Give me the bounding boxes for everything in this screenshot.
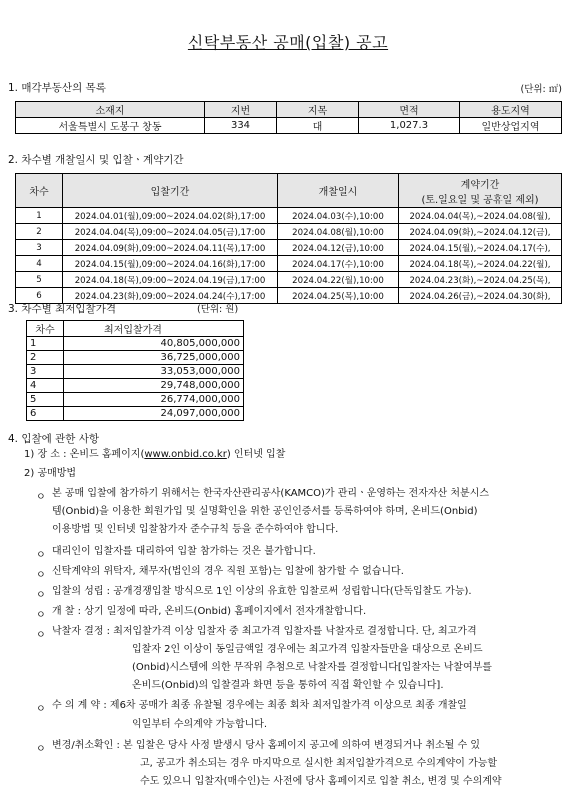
table-row [27, 337, 244, 351]
cell-round: 1 [16, 208, 63, 224]
section-2-heading: 2. 차수별 개찰일시 및 입찰ㆍ계약기간 [8, 154, 184, 166]
method-line: 온비드(Onbid)의 입찰결과 화면 등을 통하여 직접 확인할 수 있습니다]. [132, 680, 444, 691]
cell-round: 2 [16, 224, 63, 240]
cell-round: 5 [27, 393, 64, 407]
bullet-icon: ㅇ [36, 570, 46, 581]
cell-contract-period: 2024.04.26(금),~2024.04.30(화), [399, 288, 562, 304]
section-3-unit: (단위: 원) [197, 304, 239, 315]
col-land-category: 지목 [277, 102, 359, 118]
cell-zoning: 일반상업지역 [460, 118, 562, 134]
contract-period-title: 계약기간 [460, 179, 500, 191]
col-contract-period [399, 174, 562, 208]
cell-round: 3 [27, 365, 64, 379]
method-heading: 2) 공매방법 [24, 468, 77, 479]
cell-min-price: 24,097,000,000 [64, 407, 244, 421]
bid-place-suffix: ) 인터넷 입찰 [226, 449, 286, 460]
section-1-heading: 1. 매각부동산의 목록 [8, 82, 106, 94]
col-min-price: 최저입찰가격 [64, 321, 244, 337]
cell-opening-time: 2024.04.12(금),10:00 [278, 240, 399, 256]
col-round: 차수 [27, 321, 64, 337]
table-row [27, 379, 244, 393]
bullet-icon: ㅇ [36, 630, 46, 641]
cell-round: 1 [27, 337, 64, 351]
cell-opening-time: 2024.04.22(월),10:00 [278, 272, 399, 288]
table-row [16, 240, 562, 256]
bullet-icon: ㅇ [36, 744, 46, 755]
section-1-unit: (단위: ㎡) [520, 84, 562, 95]
bullet-icon: ㅇ [36, 704, 46, 715]
cell-contract-period: 2024.04.18(목),~2024.04.22(월), [399, 256, 562, 272]
bullet-icon: ㅇ [36, 610, 46, 621]
table-row [27, 407, 244, 421]
method-line: 낙찰자 결정 : 최저입찰가격 이상 입찰자 중 최고가격 입찰자를 낙찰자로 결정합니다. 단, 최고가격 [52, 626, 477, 637]
cell-min-price: 26,774,000,000 [64, 393, 244, 407]
col-opening-time: 개찰일시 [278, 174, 399, 208]
cell-round: 4 [27, 379, 64, 393]
cell-opening-time: 2024.04.25(목),10:00 [278, 288, 399, 304]
method-line: 이용방법 및 인터넷 입찰참가자 준수규칙 등을 준수하여야 합니다. [52, 524, 339, 535]
cell-opening-time: 2024.04.08(월),10:00 [278, 224, 399, 240]
cell-min-price: 40,805,000,000 [64, 337, 244, 351]
contract-period-note: (토.일요일 및 공휴일 제외) [421, 194, 539, 206]
method-line: 템(Onbid)을 이용한 회원가입 및 실명확인을 위한 공인인증서를 등록하여야 하며, 온비드(Onbid) [52, 506, 478, 517]
cell-bid-period: 2024.04.09(화),09:00~2024.04.11(목),17:00 [63, 240, 278, 256]
table-row [16, 272, 562, 288]
cell-lot: 334 [205, 118, 277, 134]
method-line: 고, 공고가 취소되는 경우 마지막으로 실시한 최저입찰가격으로 수의계약이 가능할 [140, 758, 498, 769]
page-title: 신탁부동산 공매(입찰) 공고 [187, 33, 389, 52]
table-row [16, 208, 562, 224]
method-line: (Onbid)시스템에 의한 무작위 추첨으로 낙찰자를 결정합니다[입찰자는 낙찰여부를 [132, 662, 492, 673]
col-lot: 지번 [205, 102, 277, 118]
col-zoning: 용도지역 [460, 102, 562, 118]
cell-round: 4 [16, 256, 63, 272]
bid-place-prefix: 1) 장 소 : 온비드 홈페이지( [24, 449, 145, 460]
cell-area: 1,027.3 [359, 118, 460, 134]
cell-min-price: 36,725,000,000 [64, 351, 244, 365]
table-row [27, 365, 244, 379]
col-area: 면적 [359, 102, 460, 118]
cell-round: 6 [16, 288, 63, 304]
method-line: 입찰자 2인 이상이 동일금액일 경우에는 최고가격 입찰자들만을 대상으로 온비드 [132, 644, 483, 655]
cell-round: 5 [16, 272, 63, 288]
table-row [16, 256, 562, 272]
cell-bid-period: 2024.04.15(월),09:00~2024.04.16(화),17:00 [63, 256, 278, 272]
table-row [27, 351, 244, 365]
cell-bid-period: 2024.04.01(월),09:00~2024.04.02(화),17:00 [63, 208, 278, 224]
method-line: 수도 있으니 입찰자(매수인)는 사전에 당사 홈페이지로 입찰 취소, 변경 및 수의계약 [140, 776, 502, 787]
table-row [27, 393, 244, 407]
cell-bid-period: 2024.04.18(목),09:00~2024.04.19(금),17:00 [63, 272, 278, 288]
col-location: 소재지 [16, 102, 205, 118]
method-line: 개 찰 : 상기 일정에 따라, 온비드(Onbid) 홈페이지에서 전자개찰합니다. [52, 606, 367, 617]
method-line: 본 공매 입찰에 참가하기 위해서는 한국자산관리공사(KAMCO)가 관리ㆍ운영하는 전자자산 처분시스 [52, 488, 490, 499]
cell-location: 서울특별시 도봉구 창동 [16, 118, 205, 134]
method-line: 대리인이 입찰자를 대리하여 입찰 참가하는 것은 불가합니다. [52, 546, 316, 557]
cell-bid-period: 2024.04.23(화),09:00~2024.04.24(수),17:00 [63, 288, 278, 304]
cell-contract-period: 2024.04.04(목),~2024.04.08(월), [399, 208, 562, 224]
table-row [16, 224, 562, 240]
cell-min-price: 29,748,000,000 [64, 379, 244, 393]
onbid-link[interactable]: www.onbid.co.kr [144, 449, 227, 460]
cell-opening-time: 2024.04.17(수),10:00 [278, 256, 399, 272]
section-3-heading: 3. 차수별 최저입찰가격 [8, 303, 116, 315]
bid-place [24, 446, 285, 463]
bullet-icon: ㅇ [36, 492, 46, 503]
cell-contract-period: 2024.04.09(화),~2024.04.12(금), [399, 224, 562, 240]
cell-round: 2 [27, 351, 64, 365]
method-line: 입찰의 성립 : 공개경쟁입찰 방식으로 1인 이상의 유효한 입찰로써 성립합니다(단독입찰도 가능). [52, 586, 472, 597]
bullet-icon: ㅇ [36, 590, 46, 601]
section-4-heading: 4. 입찰에 관한 사항 [8, 433, 100, 445]
schedule-table [15, 173, 562, 304]
col-bid-period: 입찰기간 [63, 174, 278, 208]
cell-opening-time: 2024.04.03(수),10:00 [278, 208, 399, 224]
cell-round: 3 [16, 240, 63, 256]
bullet-icon: ㅇ [36, 550, 46, 561]
method-line: 신탁계약의 위탁자, 채무자(법인의 경우 직원 포함)는 입찰에 참가할 수 없습니다. [52, 566, 404, 577]
property-table [15, 101, 562, 134]
cell-land-category: 대 [277, 118, 359, 134]
cell-min-price: 33,053,000,000 [64, 365, 244, 379]
method-line: 수 의 계 약 : 제6차 공매가 최종 유찰될 경우에는 최종 회차 최저입찰가격 이상으로 최종 개찰일 [52, 700, 467, 711]
cell-contract-period: 2024.04.23(화),~2024.04.25(목), [399, 272, 562, 288]
table-row [16, 118, 562, 134]
method-line: 익일부터 수의계약 가능합니다. [132, 719, 268, 730]
cell-contract-period: 2024.04.15(월),~2024.04.17(수), [399, 240, 562, 256]
cell-bid-period: 2024.04.04(목),09:00~2024.04.05(금),17:00 [63, 224, 278, 240]
method-line: 변경/취소확인 : 본 입찰은 당사 사정 발생시 당사 홈페이지 공고에 의하여 변경되거나 취소될 수 있 [52, 740, 480, 751]
col-round: 차수 [16, 174, 63, 208]
min-price-table [26, 320, 244, 421]
cell-round: 6 [27, 407, 64, 421]
